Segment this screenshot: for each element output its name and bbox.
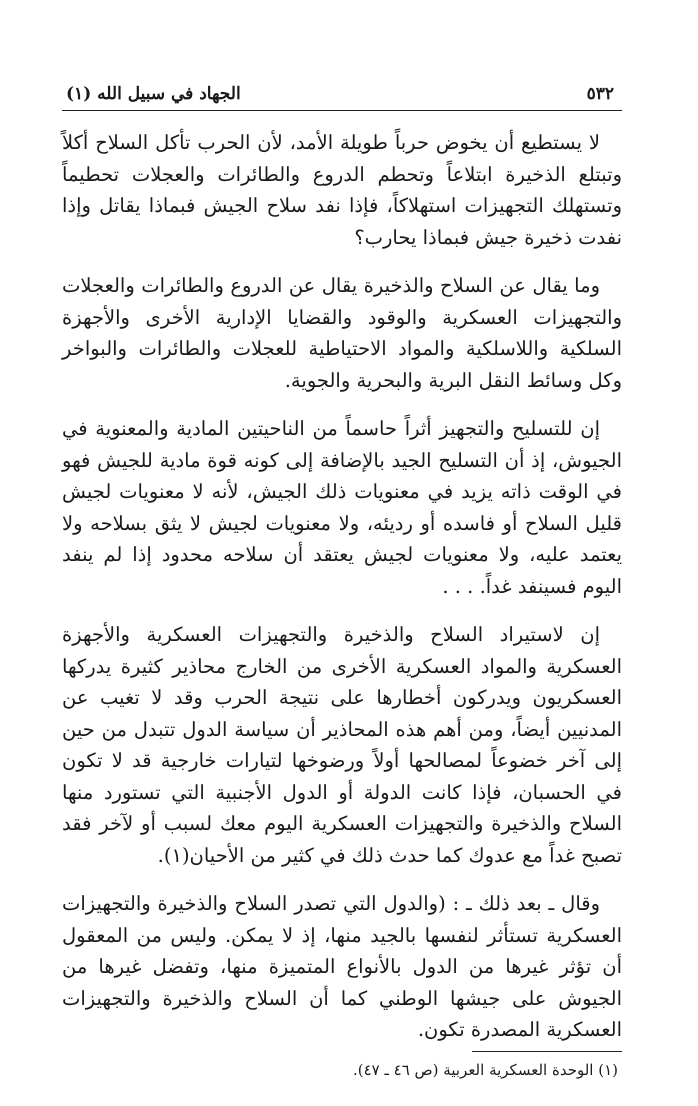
paragraph-4: إن لاستيراد السلاح والذخيرة والتجهيزات العسكرية والأجهزة العسكرية والمواد العسكرية الأخرى من الخارج محاذير كثيرة يدركها العسكريون ويدركون أخطارها على نتيجة الحرب وقد لا تغيب عن المدنيين أيضاً، ومن أهم هذه المحاذير أن سياسة الدول تتبدل من حين إلى آخر خضوعاً لمصالحها أولاً ورضوخها لتيارات خارجية قد لا تكون في الحسبان، فإذا كانت الدولة أو الدول الأجنبية التي تستورد منها السلاح والذخيرة والتجهيزات العسكرية اليوم معك لسبب أو لآخر فقد تصبح غداً مع عدوك كما حدث ذلك في كثير من الأحيان(١). [62,623,622,867]
footnote-rule [472,1051,622,1052]
page-number: ٥٣٢ [586,84,614,104]
paragraph-5: وقال ـ بعد ذلك ـ : (والدول التي تصدر السلاح والذخيرة والتجهيزات العسكرية تستأثر لنفسها بالجيد منها، إذ لا يمكن. وليس من المعقول أن تؤثر غيرها من الدول بالأنواع المتميزة منها، وتفضل غيرها من الجيوش على جيشها الوطني كما أن السلاح والذخيرة والتجهيزات العسكرية المصدرة تكون. [62,892,622,1041]
paragraph-3: إن للتسليح والتجهيز أثراً حاسماً من الناحيتين المادية والمعنوية في الجيوش، إذ أن التسليح الجيد بالإضافة إلى كونه قوة مادية للجيش فهو في الوقت ذاته يزيد في معنويات ذلك الجيش، لأنه لا معنويات لجيش قليل السلاح أو فاسده أو رديئه، ولا معنويات لجيش لا يثق بسلاحه ولا يعتمد عليه، ولا معنويات لجيش يعتقد أن سلاحه محدود إذا لم ينفد اليوم فسينفد غداً. . . . [62,417,622,598]
header-rule [62,110,622,111]
paragraph-1: لا يستطيع أن يخوض حرباً طويلة الأمد، لأن الحرب تأكل السلاح أكلاً وتبتلع الذخيرة ابتلاعاً وتحطم الدروع والطائرات والعجلات تحطيماً وتستهلك التجهيزات استهلاكاً، فإذا نفد سلاح الجيش فبماذا يقاتل وإذا نفدت ذخيرة جيش فبماذا يحارب؟ [62,131,622,249]
running-title: الجهاد في سبيل الله (١) [66,84,241,104]
page-header [62,80,622,110]
paragraph-2: وما يقال عن السلاح والذخيرة يقال عن الدروع والطائرات والعجلات والتجهيزات العسكرية والوقود والقضايا الإدارية الأخرى والأجهزة السلكية واللاسلكية والمواد الاحتياطية للعجلات والطائرات والبواخر وكل وسائط النقل البرية والبحرية والجوية. [62,274,622,392]
footnote: (١) الوحدة العسكرية العربية (ص ٤٦ ـ ٤٧). [352,1060,618,1079]
book-page [62,80,622,1082]
body-text [62,127,622,1046]
